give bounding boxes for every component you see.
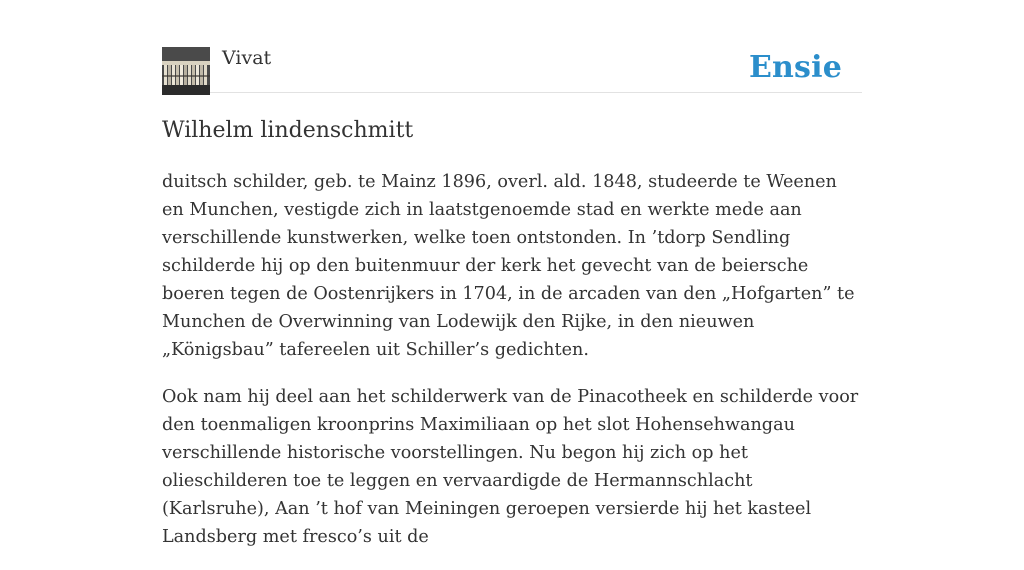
author-avatar[interactable] bbox=[162, 47, 210, 95]
header bbox=[162, 0, 862, 93]
article-title: Wilhelm lindenschmitt bbox=[162, 118, 414, 143]
books-avatar-icon bbox=[162, 47, 210, 95]
article-paragraph: duitsch schilder, geb. te Mainz 1896, overl. ald. 1848, studeerde te Weenen en Munchen, vestigde zich in laatstgenoemde stad en werkte mede aan verschillende kunstwerken, welke toen ontstonden. In ’tdorp Sendling schilderde hij op den buitenmuur der kerk het gevecht van de beiersche boeren tegen de Oostenrijkers in 1704, in de arcaden van den „Hofgarten” te Munchen de Overwinning van Lodewijk den Rijke, in den nieuwen „Königsbau” tafereelen uit Schiller’s gedichten. bbox=[162, 172, 855, 360]
author-name[interactable]: Vivat bbox=[222, 47, 272, 69]
article-body bbox=[162, 168, 862, 570]
article-paragraph: Ook nam hij deel aan het schilderwerk van de Pinacotheek en schilderde voor den toenmaligen kroonprins Maximiliaan op het slot Hohensehwangau verschillende historische voorstellingen. Nu begon hij zich op het olieschilderen toe te leggen en vervaardigde de Hermannschlacht (Karlsruhe), Aan ’t hof van Meiningen geroepen versierde hij het kasteel Landsberg met fresco’s uit de bbox=[162, 387, 859, 547]
brand-logo[interactable]: Ensie bbox=[748, 50, 842, 85]
